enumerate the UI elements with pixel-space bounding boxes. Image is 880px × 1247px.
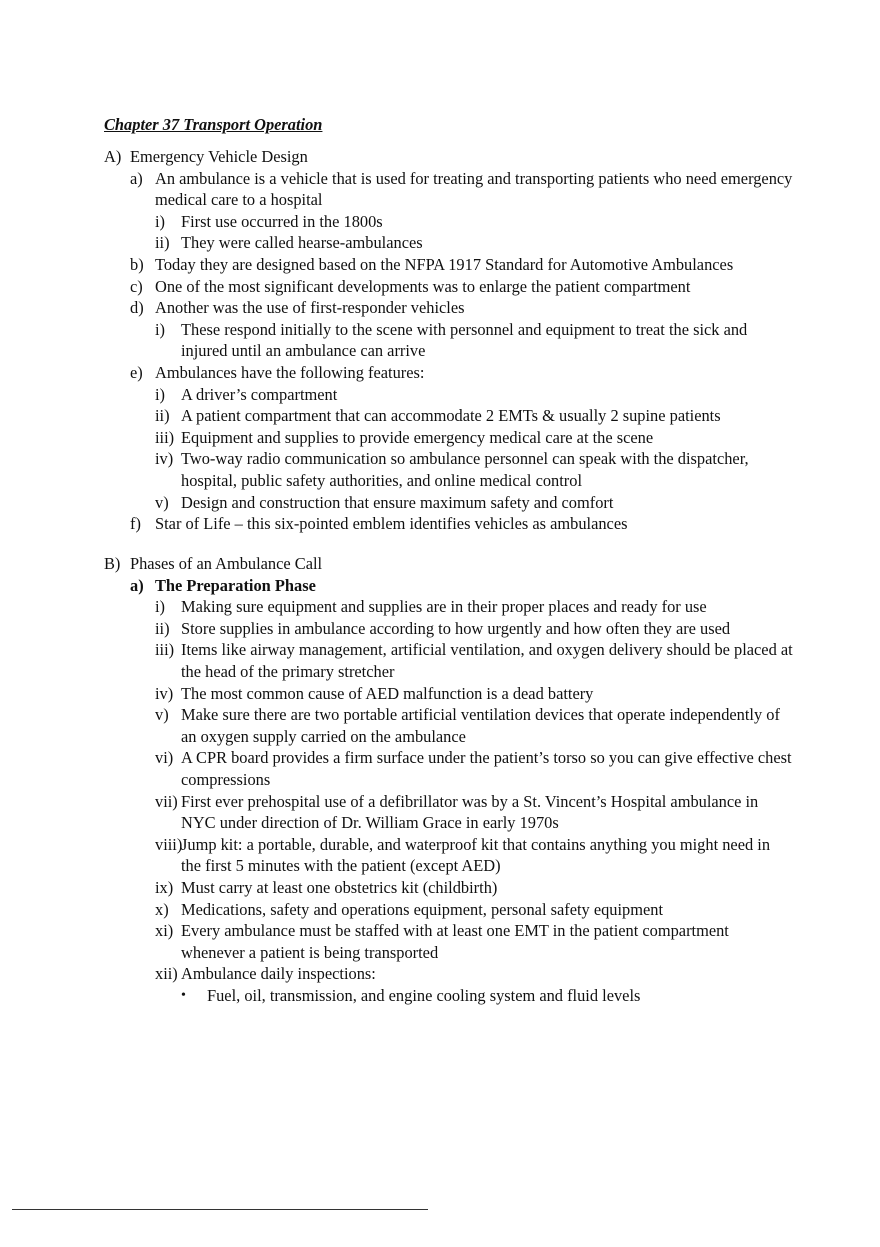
list-item: x) Medications, safety and operations equipment, personal safety equipment bbox=[155, 899, 664, 919]
list-item: d) Another was the use of first-responder vehicles bbox=[130, 298, 465, 318]
list-item: i) These respond initially to the scene with personnel and equipment to treat the sick and injured until an ambulance can arrive bbox=[155, 319, 748, 361]
bullet-item: • Fuel, oil, transmission, and engine cooling system and fluid levels bbox=[181, 985, 641, 1005]
list-item: c) One of the most significant developments was to enlarge the patient compartment bbox=[130, 276, 691, 296]
list-item: v) Design and construction that ensure maximum safety and comfort bbox=[155, 492, 614, 512]
list-marker: ii) bbox=[155, 233, 170, 253]
list-item: i) A driver’s compartment bbox=[155, 384, 338, 404]
list-item: a) An ambulance is a vehicle that is used for treating and transporting patients who need emergency medical care to a hospital bbox=[130, 168, 793, 210]
list-item: iv) The most common cause of AED malfunction is a dead battery bbox=[155, 683, 594, 703]
list-item: vii) First ever prehospital use of a defibrillator was by a St. Vincent’s Hospital ambulance in NYC under direction of Dr. William Grace in early 1970s bbox=[155, 791, 759, 833]
list-marker: i) bbox=[155, 319, 166, 339]
list-marker: f) bbox=[130, 514, 141, 534]
section-a bbox=[104, 146, 794, 535]
list-marker: iii) bbox=[155, 640, 175, 660]
list-marker: iv) bbox=[155, 683, 174, 703]
list-marker: e) bbox=[130, 362, 143, 382]
list-marker: b) bbox=[130, 254, 144, 274]
list-item: f) Star of Life – this six-pointed emblem identifies vehicles as ambulances bbox=[130, 514, 628, 534]
list-marker: v) bbox=[155, 705, 169, 725]
section-b-heading: B) Phases of an Ambulance Call bbox=[104, 554, 323, 573]
list-marker: B) bbox=[104, 554, 121, 573]
section-a-heading: A) Emergency Vehicle Design bbox=[104, 147, 308, 166]
list-marker: ii) bbox=[155, 618, 170, 638]
list-item: vi) A CPR board provides a firm surface under the patient’s torso so you can give effective chest compressions bbox=[155, 748, 792, 789]
list-marker: iv) bbox=[155, 449, 174, 469]
list-item: viii) Jump kit: a portable, durable, and waterproof kit that contains anything you might need in the first 5 minutes with the patient (except AED) bbox=[155, 834, 771, 876]
list-marker: A) bbox=[104, 147, 122, 166]
list-marker: iii) bbox=[155, 427, 175, 447]
list-marker: ix) bbox=[155, 877, 174, 897]
list-item: ix) Must carry at least one obstetrics kit (childbirth) bbox=[155, 877, 498, 897]
list-item: iii) Equipment and supplies to provide emergency medical care at the scene bbox=[155, 427, 654, 447]
list-item: i) First use occurred in the 1800s bbox=[155, 211, 383, 231]
list-marker: v) bbox=[155, 492, 169, 512]
phase-heading: a) The Preparation Phase bbox=[130, 575, 316, 595]
list-marker: c) bbox=[130, 276, 143, 296]
list-marker: xii) bbox=[155, 964, 178, 984]
list-item: b) Today they are designed based on the NFPA 1917 Standard for Automotive Ambulances bbox=[130, 254, 734, 274]
list-marker: i) bbox=[155, 597, 166, 617]
footnote-separator bbox=[12, 1209, 428, 1210]
list-item: iii) Items like airway management, artificial ventilation, and oxygen delivery should be placed at the head of the primary stretcher bbox=[155, 640, 793, 681]
bullet-icon: • bbox=[181, 987, 186, 1003]
list-marker: ii) bbox=[155, 406, 170, 426]
list-item: xii) Ambulance daily inspections: bbox=[155, 964, 376, 984]
list-item: e) Ambulances have the following features: bbox=[130, 362, 425, 382]
list-marker: viii) bbox=[155, 834, 183, 854]
list-marker: i) bbox=[155, 384, 166, 404]
list-marker: vi) bbox=[155, 748, 174, 768]
section-b bbox=[104, 553, 794, 1006]
list-item: xi) Every ambulance must be staffed with at least one EMT in the patient compartment whenever a patient is being transported bbox=[155, 921, 729, 962]
list-item: ii) They were called hearse-ambulances bbox=[155, 233, 423, 253]
list-item: ii) A patient compartment that can accommodate 2 EMTs & usually 2 supine patients bbox=[155, 406, 721, 426]
list-marker: x) bbox=[155, 899, 169, 919]
list-marker: xi) bbox=[155, 921, 174, 941]
list-item: iv) Two-way radio communication so ambulance personnel can speak with the dispatcher, hospital, public safety authorities, and online medical control bbox=[155, 449, 749, 490]
list-marker: d) bbox=[130, 298, 144, 318]
list-item: v) Make sure there are two portable artificial ventilation devices that operate independently of an oxygen supply carried on the ambulance bbox=[155, 705, 780, 746]
list-marker: a) bbox=[130, 575, 144, 595]
list-marker: vii) bbox=[155, 791, 178, 811]
list-item: ii) Store supplies in ambulance according to how urgently and how often they are used bbox=[155, 618, 731, 638]
list-marker: i) bbox=[155, 211, 166, 231]
page-title: Chapter 37 Transport Operation bbox=[104, 115, 323, 134]
list-item: i) Making sure equipment and supplies are in their proper places and ready for use bbox=[155, 597, 707, 617]
list-marker: a) bbox=[130, 168, 143, 188]
